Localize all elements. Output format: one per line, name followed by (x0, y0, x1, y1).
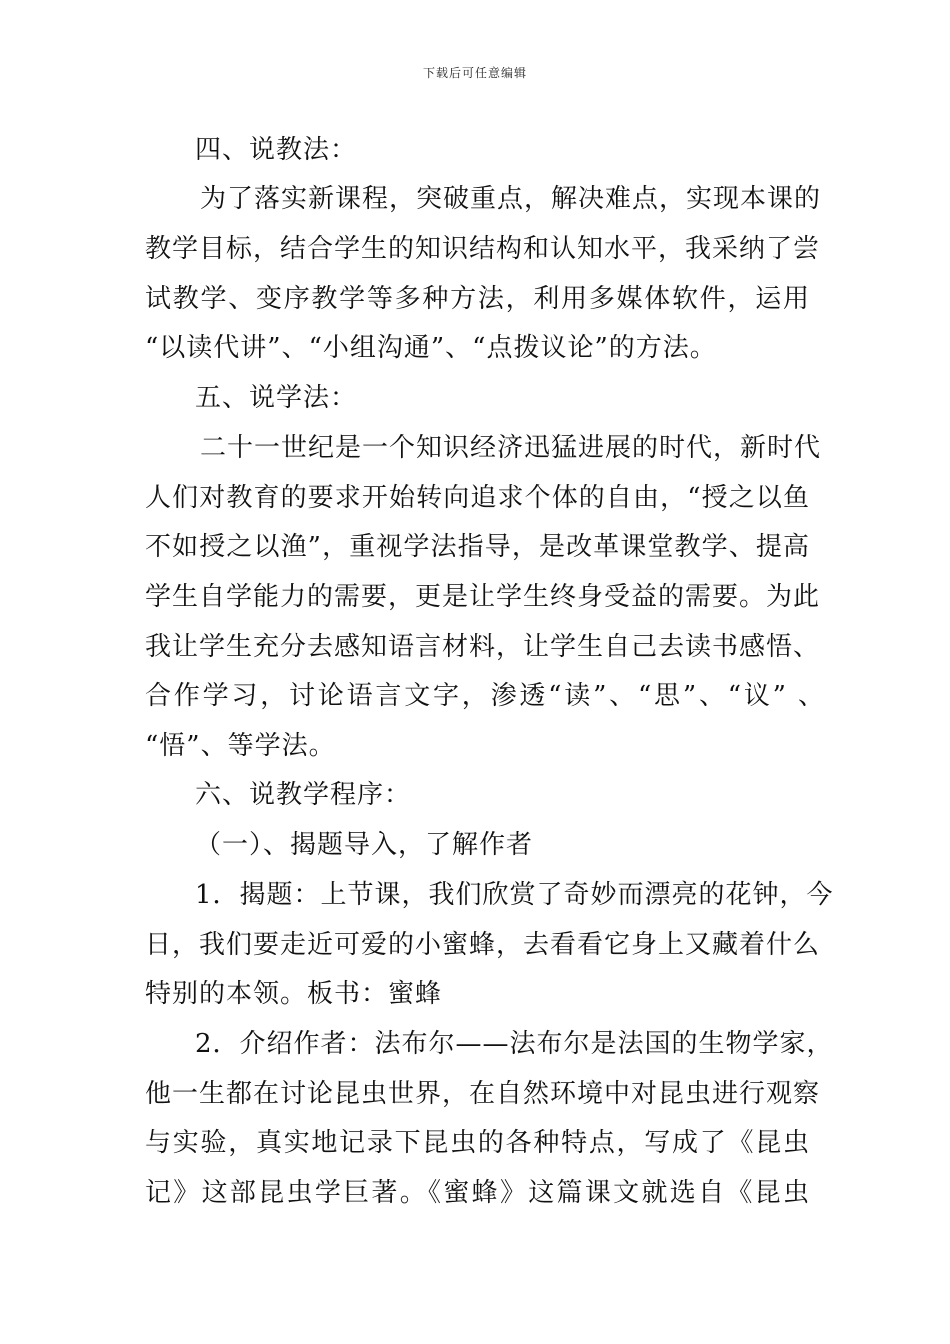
page-header: 下载后可任意编辑 (422, 66, 527, 80)
paragraph-line: “以读代讲”、“小组沟通”、“点拨议论”的方法。 (145, 333, 717, 363)
paragraph-line: “悟”、等学法。 (145, 731, 336, 761)
paragraph-line: 为了落实新课程，突破重点，解决难点，实现本课的 (200, 184, 822, 214)
paragraph-line: 日，我们要走近可爱的小蜜蜂，去看看它身上又藏着什么 (145, 930, 821, 960)
paragraph-line: 他一生都在讨论昆虫世界，在自然环境中对昆虫进行观察 (145, 1079, 821, 1109)
paragraph-line: 2．介绍作者：法布尔——法布尔是法国的生物学家， (195, 1029, 834, 1059)
subsection-heading: （一）、揭题导入，了解作者 (195, 830, 534, 860)
paragraph-line: 与实验，真实地记录下昆虫的各种特点，写成了《昆虫 (145, 1128, 810, 1158)
paragraph-line: 1．揭题：上节课，我们欣赏了奇妙而漂亮的花钟，今 (195, 880, 834, 910)
paragraph-line: 学生自学能力的需要，更是让学生终身受益的需要。为此 (145, 582, 821, 612)
section-heading-teaching-procedure: 六、说教学程序： (195, 780, 412, 810)
section-heading-learning-method: 五、说学法： (195, 383, 358, 413)
section-heading-teaching-method: 四、说教法： (195, 135, 358, 165)
paragraph-line: 记》这部昆虫学巨著。《蜜蜂》这篇课文就选自《昆虫 (145, 1178, 810, 1208)
paragraph-line: 不如授之以渔”，重视学法指导，是改革课堂教学、提高 (145, 532, 810, 562)
paragraph-line: 教学目标，结合学生的知识结构和认知水平，我采纳了尝 (145, 234, 821, 264)
paragraph-line: 人们对教育的要求开始转向追求个体的自由，“授之以鱼 (145, 483, 810, 513)
paragraph-line: 试教学、变序教学等多种方法，利用多媒体软件，运用 (145, 284, 810, 314)
paragraph-line: 特别的本领。板书：蜜蜂 (145, 979, 443, 1009)
paragraph-line: 合作学习，讨论语言文字，渗透“读”、“思”、“议” 、 (145, 681, 825, 711)
paragraph-line: 二十一世纪是一个知识经济迅猛进展的时代，新时代 (200, 433, 822, 463)
paragraph-line: 我让学生充分去感知语言材料，让学生自己去读书感悟、 (145, 632, 821, 662)
